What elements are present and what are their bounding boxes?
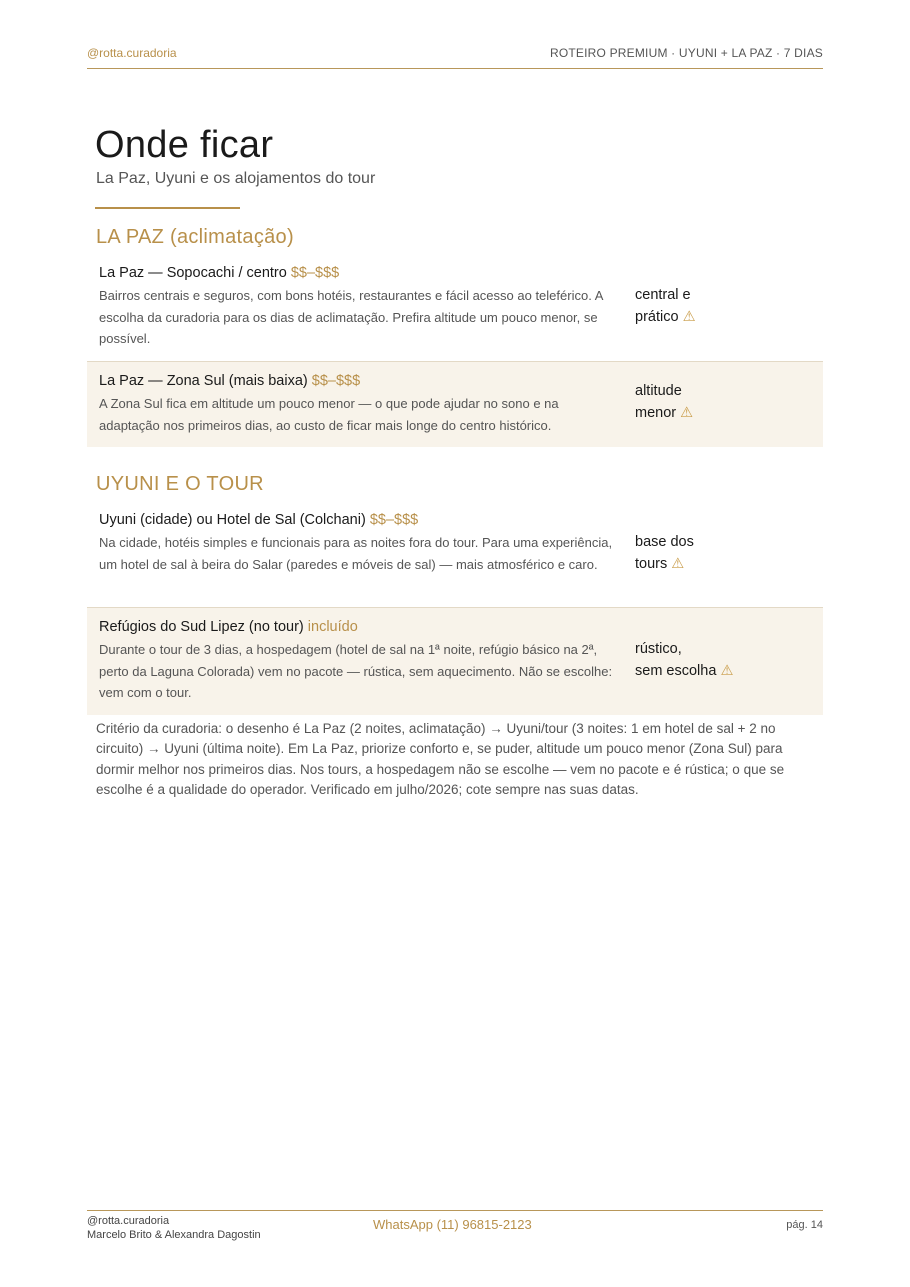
warning-icon: ⚠ <box>671 555 685 572</box>
lodging-description: A Zona Sul fica em altitude um pouco menor — o que pode ajudar no sono e na adaptação nos primeiros dias, ao custo de ficar mais longe do centro histórico. <box>99 396 559 433</box>
lodging-price: $$–$$$ <box>311 373 361 389</box>
footer-authors: Marcelo Brito & Alexandra Dagostin <box>87 1229 261 1241</box>
lodging-price: incluído <box>307 619 358 635</box>
lodging-tag-text: prático <box>635 308 679 325</box>
header-brand: @rotta.curadoria <box>87 46 177 60</box>
page-number: pág. 14 <box>786 1219 823 1231</box>
footer-brand: @rotta.curadoria <box>87 1215 170 1227</box>
lodging-name-text: Refúgios do Sud Lipez (no tour) <box>99 619 304 635</box>
lodging-name <box>99 619 358 635</box>
lodging-name <box>99 265 339 281</box>
lodging-name-text: La Paz — Sopocachi / centro <box>99 265 287 281</box>
header-doc-title: ROTEIRO PREMIUM · UYUNI + LA PAZ · 7 DIAS <box>549 46 823 60</box>
lodging-tag-line <box>635 554 694 576</box>
lodging-tag-line <box>635 403 693 425</box>
lodging-tag <box>635 285 696 328</box>
lodging-price: $$–$$$ <box>290 265 340 281</box>
page-header <box>87 46 823 69</box>
lodging-tag <box>635 381 693 424</box>
page-subtitle: La Paz, Uyuni e os alojamentos do tour <box>96 170 376 187</box>
lodging-tag-text: tours <box>635 555 668 572</box>
warning-icon: ⚠ <box>682 308 696 325</box>
lodging-name-text: Uyuni (cidade) ou Hotel de Sal (Colchani) <box>99 512 366 528</box>
lodging-description: Na cidade, hotéis simples e funcionais para as noites fora do tour. Para uma experiência, um hotel de sal à beira do Salar (paredes e móveis de sal) — mais atmosférico e caro. <box>99 535 613 572</box>
lodging-row <box>87 608 823 715</box>
lodging-description: Bairros centrais e seguros, com bons hotéis, restaurantes e fácil acesso ao teleférico. A escolha da curadoria para os dias de aclimatação. Prefira altitude um pouco menor, se possível. <box>99 288 603 346</box>
lodging-tag-line <box>635 661 733 683</box>
lodging-name <box>99 373 360 389</box>
lodging-price: $$–$$$ <box>369 512 419 528</box>
curation-criteria-note: Critério da curadoria: o desenho é La Paz (2 noites, aclimatação) → Uyuni/tour (3 noites: 1 em hotel de sal + 2 no circuito) → Uyuni (última noite). Em La Paz, priorize conforto e, se puder, altitude um pouco menor (Zona Sul) para dormir melhor nos primeiros dias. Nos tours, a hospedagem não se escolhe — vem no pacote e é rústica; o que se escolhe é a qualidade do operador. Verificado em julho/2026; cote sempre nas suas datas. <box>96 721 785 797</box>
whatsapp-contact: WhatsApp (11) 96815-2123 <box>373 1217 532 1232</box>
lodging-tag-line: base dos <box>635 534 694 550</box>
lodging-tag <box>635 532 694 575</box>
lodging-name-text: La Paz — Zona Sul (mais baixa) <box>99 373 308 389</box>
lodging-tag-line: central e <box>635 287 691 303</box>
warning-icon: ⚠ <box>720 662 734 679</box>
lodging-tag-line: altitude <box>635 383 682 399</box>
lodging-name <box>99 512 418 528</box>
lodging-row <box>87 255 823 362</box>
lodging-tag <box>635 639 733 682</box>
lodging-tag-text: menor <box>635 404 677 421</box>
footer-credits <box>87 1214 261 1242</box>
page-title: Onde ficar <box>95 124 274 166</box>
lodging-tag-line: rústico, <box>635 641 682 657</box>
lodging-description: Durante o tour de 3 dias, a hospedagem (hotel de sal na 1ª noite, refúgio básico na 2ª, perto da Laguna Colorada) vem no pacote — rústica, sem aquecimento. Não se escolhe: vem com o tour. <box>99 642 613 700</box>
lodging-row <box>87 362 823 447</box>
section-title-la-paz: LA PAZ (aclimatação) <box>96 226 294 248</box>
lodging-tag-line <box>635 307 696 329</box>
lodging-row <box>87 502 823 608</box>
warning-icon: ⚠ <box>680 404 694 421</box>
lodging-tag-text: sem escolha <box>635 662 717 679</box>
page-footer <box>87 1210 823 1241</box>
section-title-uyuni: UYUNI E O TOUR <box>96 473 264 495</box>
title-divider <box>95 207 240 209</box>
